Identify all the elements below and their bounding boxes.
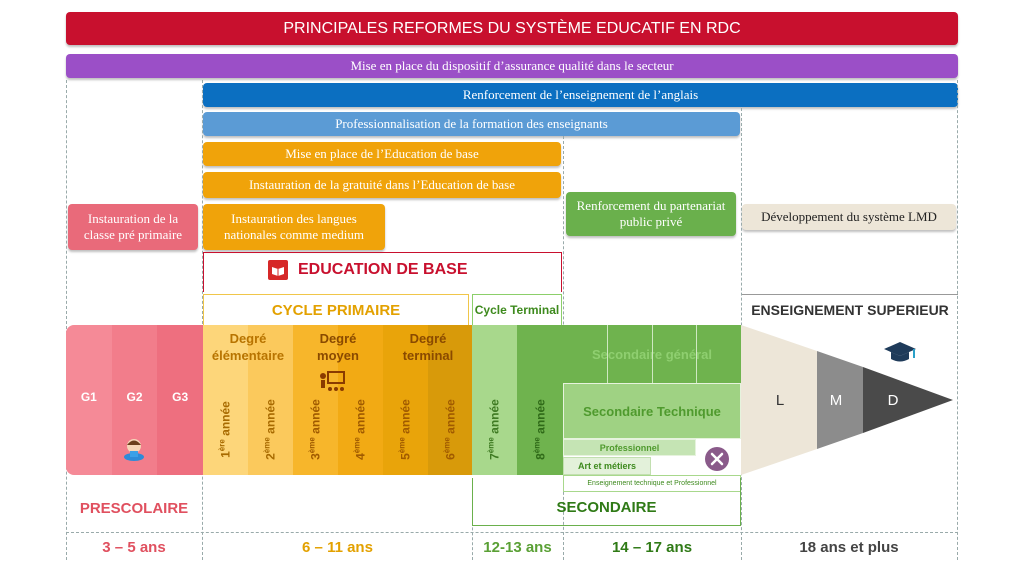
age-superieur: 18 ans et plus bbox=[799, 538, 899, 556]
age-prescolaire: 3 – 5 ans bbox=[102, 538, 166, 556]
reform-preprimary-label: Instauration de la classe pré primaire bbox=[83, 211, 183, 242]
enseignement-superieur-label: ENSEIGNEMENT SUPERIEUR bbox=[751, 302, 949, 318]
year-8-label: 8ème année bbox=[532, 399, 548, 460]
book-icon bbox=[268, 260, 288, 280]
reform-english-label: Renforcement de l’enseignement de l’anglais bbox=[462, 87, 699, 102]
year-1-label: 1ère année bbox=[217, 401, 233, 458]
child-icon bbox=[121, 436, 147, 462]
reform-free-ed bbox=[203, 172, 561, 198]
professionnel-block bbox=[563, 439, 696, 456]
cycle-primaire-frame bbox=[203, 294, 469, 325]
title-bar bbox=[66, 12, 958, 45]
year-3-label: 3ème année bbox=[307, 399, 323, 460]
age-primaire: 6 – 11 ans bbox=[302, 538, 373, 556]
cycle-primaire-label: CYCLE PRIMAIRE bbox=[271, 301, 401, 319]
grade-g2-label: G2 bbox=[126, 390, 143, 404]
grade-g3-label: G3 bbox=[172, 390, 189, 404]
reform-languages-label: Instauration des langues nationales comme medium bbox=[223, 211, 365, 242]
reform-preprimary bbox=[68, 204, 198, 250]
age-secondaire: 14 – 17 ans bbox=[611, 538, 693, 556]
degree-terminal bbox=[388, 330, 468, 364]
secondary-general-label: Secondaire général bbox=[592, 346, 712, 362]
reform-free-ed-label: Instauration de la gratuité dans l’Education de base bbox=[248, 177, 516, 192]
year-4-label: 4ème année bbox=[352, 399, 368, 460]
etp-label: Enseignement technique et Professionnel bbox=[587, 480, 717, 487]
page-title: PRINCIPALES REFORMES DU SYSTÈME EDUCATIF EN RDC bbox=[283, 19, 741, 37]
secondary-technique-block bbox=[563, 383, 741, 439]
age-cycle-terminal: 12-13 ans bbox=[483, 538, 552, 556]
professionnel-label: Professionnel bbox=[599, 442, 660, 453]
reform-languages bbox=[203, 204, 385, 250]
reform-quality-label: Mise en place du dispositif d’assurance qualité dans le secteur bbox=[350, 58, 674, 73]
grade-g3-column bbox=[157, 325, 203, 475]
reform-basic-ed bbox=[203, 142, 561, 166]
reform-quality bbox=[66, 54, 958, 78]
reform-basic-ed-label: Mise en place de l’Education de base bbox=[285, 146, 479, 161]
lmd-d-segment bbox=[863, 367, 953, 433]
grade-g1-label: G1 bbox=[80, 390, 97, 404]
secondaire-label: SECONDAIRE bbox=[556, 499, 657, 516]
secondary-general-grid bbox=[563, 325, 741, 383]
arts-metiers-block bbox=[563, 457, 651, 475]
arts-metiers-label: Art et métiers bbox=[577, 461, 637, 471]
degree-elementaire bbox=[203, 330, 293, 364]
lmd-l-label: L bbox=[775, 392, 785, 409]
year-2-label: 2ème année bbox=[262, 399, 278, 460]
degree-elementaire-label: Degré élémentaire bbox=[211, 331, 285, 363]
enseignement-superieur-header bbox=[742, 294, 958, 325]
reform-lmd-label: Développement du système LMD bbox=[761, 209, 937, 224]
lmd-m-label: M bbox=[829, 392, 843, 409]
reform-english bbox=[203, 83, 958, 107]
age-row-divider bbox=[66, 532, 958, 533]
graduation-cap-icon bbox=[883, 340, 917, 366]
reform-lmd bbox=[742, 204, 956, 230]
teacher-icon bbox=[318, 370, 346, 394]
year-6-label: 6ème année bbox=[442, 399, 458, 460]
prescolaire-label: PRESCOLAIRE bbox=[79, 500, 189, 517]
degree-moyen bbox=[298, 330, 378, 364]
cycle-terminal-frame bbox=[472, 294, 562, 325]
grade-g1-column bbox=[66, 325, 112, 475]
reform-ppp bbox=[566, 192, 736, 236]
degree-moyen-label: Degré moyen bbox=[317, 331, 359, 363]
reform-teachers-label: Professionnalisation de la formation des enseignants bbox=[335, 116, 608, 131]
secondary-technique-label: Secondaire Technique bbox=[583, 403, 721, 419]
year-5-label: 5ème année bbox=[397, 399, 413, 460]
education-de-base-label: EDUCATION DE BASE bbox=[298, 261, 468, 278]
degree-terminal-label: Degré terminal bbox=[402, 331, 454, 363]
year-7-label: 7ème année bbox=[486, 399, 502, 460]
reform-teachers bbox=[203, 112, 740, 136]
education-de-base-header bbox=[268, 258, 488, 282]
separator-1 bbox=[66, 80, 67, 560]
cycle-terminal-label: Cycle Terminal bbox=[474, 303, 560, 317]
reform-ppp-label: Renforcement du partenariat public privé bbox=[576, 198, 726, 229]
lmd-d-label: D bbox=[887, 392, 899, 409]
tools-icon bbox=[704, 446, 730, 472]
